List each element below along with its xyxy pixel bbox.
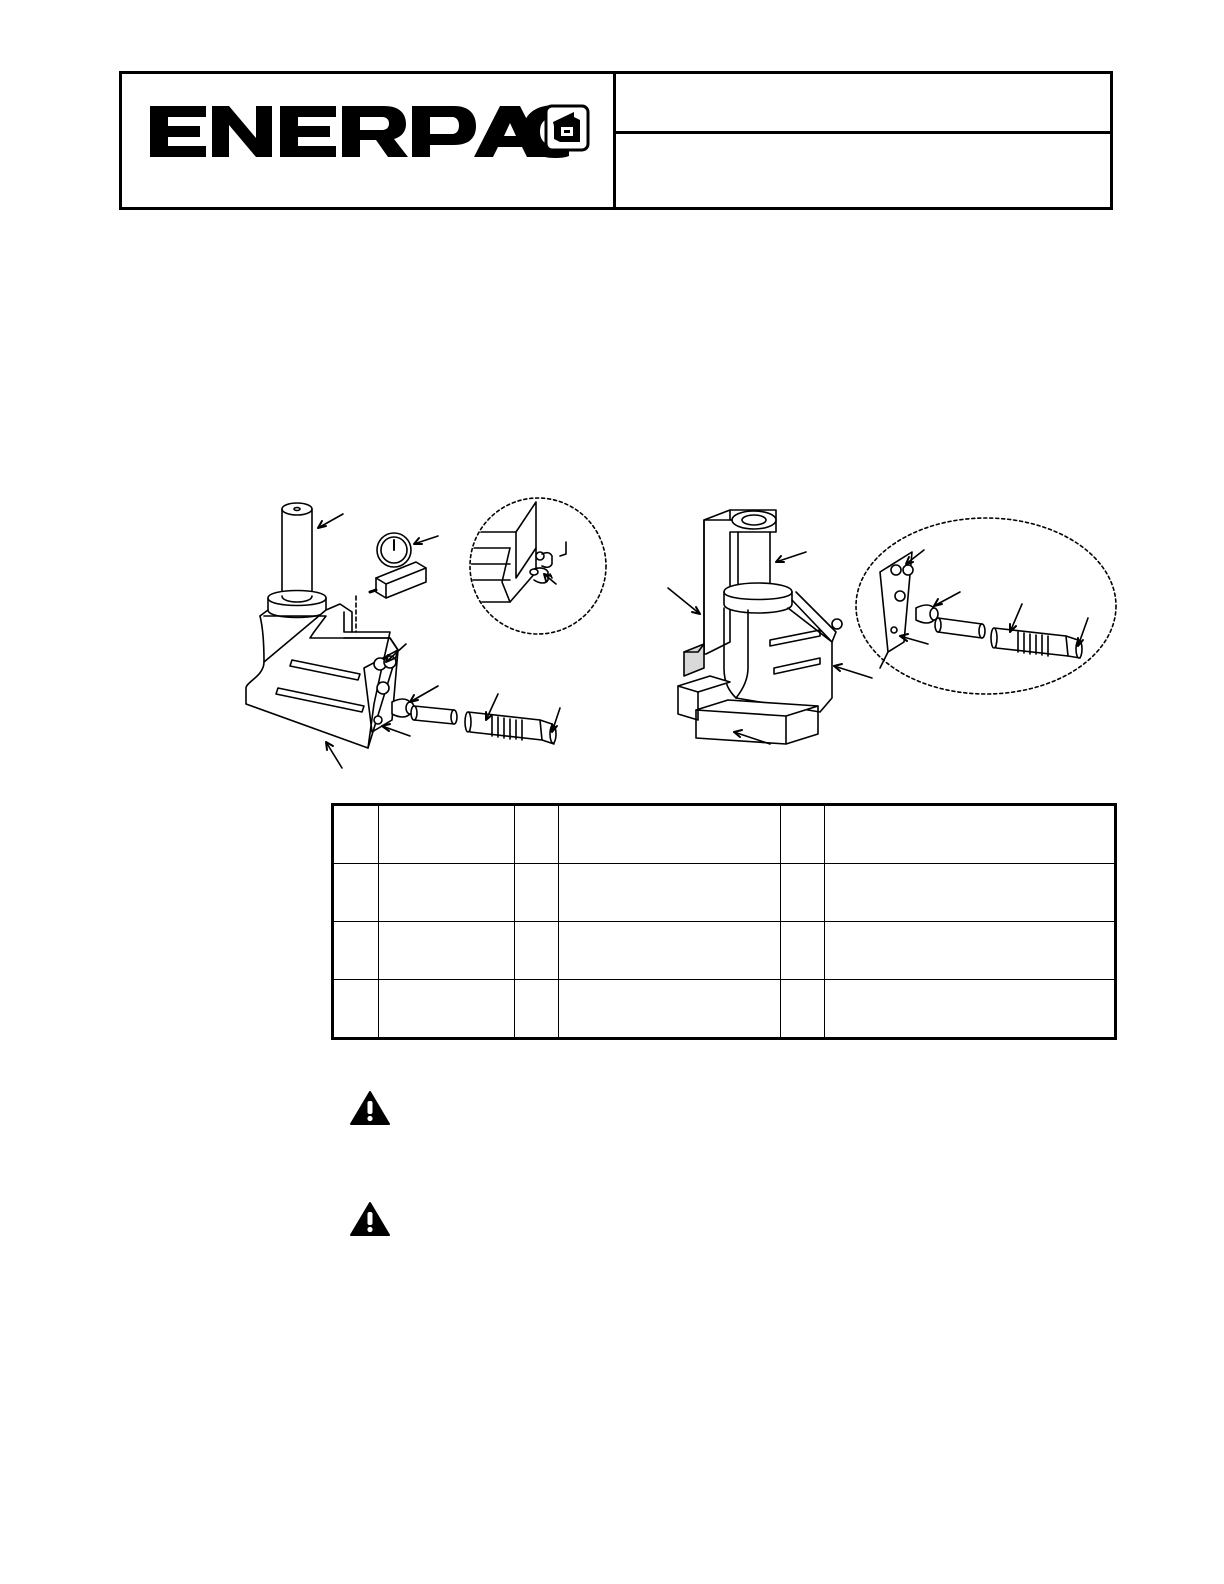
c-frame-press-assembly-illustration — [668, 510, 872, 744]
header-title-row — [616, 74, 1110, 134]
table-cell — [781, 922, 825, 980]
table-cell — [781, 805, 825, 864]
header-title-cell — [616, 74, 1110, 207]
table-cell — [559, 864, 781, 922]
coupler-detail-inset — [470, 498, 606, 634]
enerpac-e-icon — [544, 104, 590, 152]
table-cell — [559, 805, 781, 864]
enerpac-logo — [148, 102, 593, 158]
document-header — [119, 71, 1113, 210]
table-cell — [515, 922, 559, 980]
table-cell — [825, 864, 1116, 922]
table-cell — [781, 980, 825, 1039]
warning-triangle-icon — [349, 1201, 391, 1237]
enerpac-wordmark — [150, 105, 569, 158]
table-cell — [379, 864, 515, 922]
assembly-figure — [240, 492, 1120, 782]
table-cell — [333, 805, 379, 864]
table-cell — [559, 922, 781, 980]
table-cell — [515, 864, 559, 922]
table-cell — [559, 980, 781, 1039]
table-cell — [515, 980, 559, 1039]
table-cell — [333, 864, 379, 922]
parts-table — [331, 803, 1117, 1040]
table-cell — [379, 980, 515, 1039]
table-cell — [781, 864, 825, 922]
table-cell — [333, 980, 379, 1039]
table-cell — [379, 922, 515, 980]
table-cell — [825, 922, 1116, 980]
coupler-exploded-detail-inset — [856, 518, 1116, 694]
table-cell — [825, 980, 1116, 1039]
table-cell — [825, 805, 1116, 864]
table-row — [333, 980, 1116, 1039]
warning-triangle-icon — [349, 1090, 391, 1126]
logo-cell — [122, 74, 616, 207]
table-cell — [515, 805, 559, 864]
table-row — [333, 864, 1116, 922]
table-row — [333, 922, 1116, 980]
table-cell — [379, 805, 515, 864]
table-cell — [333, 922, 379, 980]
table-row — [333, 805, 1116, 864]
